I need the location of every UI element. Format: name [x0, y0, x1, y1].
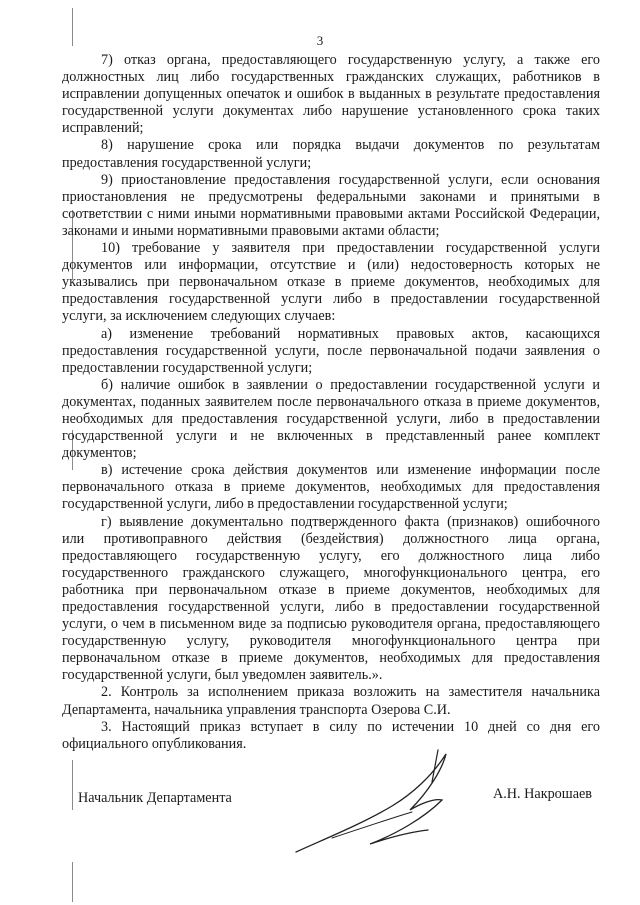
paragraph-item-9: 9) приостановление предоставления государственной услуги, если основания приостановления не предусмотрены федеральными законами и принятыми в соответствии с ними иными нормативными правовыми актами Российской Федерации, законами и иными нормативными правовыми актами области;	[62, 171, 600, 239]
paragraph-item-7: 7) отказ органа, предоставляющего государственную услугу, а также его должностных лиц либо государственных гражданских служащих, работников в исправлении допущенных опечаток и ошибок в выданных в результате предоставления государственной услуги документах либо нарушение установленного срока таких исправлений;	[62, 52, 600, 137]
page-number: 3	[316, 33, 324, 48]
signature-block	[62, 786, 600, 846]
paragraph-subitem-v: в) истечение срока действия документов или изменение информации после первоначального отказа в приеме документов, необходимых для предоставления государственной услуги, либо в предоставлении государственной услуги;	[62, 462, 600, 513]
paragraph-subitem-a: а) изменение требований нормативных правовых актов, касающихся предоставления государственной услуги, после первоначальной подачи заявления о предоставлении государственной услуги;	[62, 325, 600, 376]
paragraph-subitem-b: б) наличие ошибок в заявлении о предоставлении государственной услуги и документах, поданных заявителем после первоначального отказа в приеме документов, необходимых для предоставления государственной услуги, либо в предоставлении государственной услуги и не включенных в представленный ранее комплект документов;	[62, 376, 600, 462]
paragraph-subitem-g: г) выявление документально подтвержденного факта (признаков) ошибочного или противоправного действия (бездействия) должностного лица органа, предоставляющего государственную услугу, его должностного лица либо государственного гражданского служащего, многофункционального центра, его работника при первоначальном отказе в приеме документов, необходимых для предоставления государственной услуги, либо в предоставлении государственной услуги, о чем в письменном виде за подписью руководителя органа, предоставляющего государственную услугу, руководителя многофункционального центра при первоначальном отказе в приеме документов, необходимых для предоставления государственной услуги, был уведомлен заявитель.».	[62, 513, 600, 684]
paragraph-point-3: 3. Настоящий приказ вступает в силу по истечении 10 дней со дня его официального опубликования.	[62, 718, 600, 752]
paragraph-item-8: 8) нарушение срока или порядка выдачи документов по результатам предоставления государственной услуги;	[62, 137, 600, 171]
scan-margin-line	[72, 8, 73, 46]
scan-margin-line	[72, 862, 73, 902]
paragraph-item-10: 10) требование у заявителя при предоставлении государственной услуги документов или информации, отсутствие и (или) недостоверность которых не указывались при первоначальном отказе в приеме документов, необходимых для предоставления государственной услуги либо в предоставлении государственной услуги, за исключением следующих случаев:	[62, 240, 600, 325]
document-body	[62, 52, 600, 753]
handwritten-signature	[292, 748, 462, 858]
paragraph-point-2: 2. Контроль за исполнением приказа возложить на заместителя начальника Департамента, начальника управления транспорта Озерова С.И.	[62, 684, 600, 718]
signatory-title: Начальник Департамента	[78, 790, 232, 806]
signatory-name: А.Н. Накрошаев	[493, 786, 592, 802]
